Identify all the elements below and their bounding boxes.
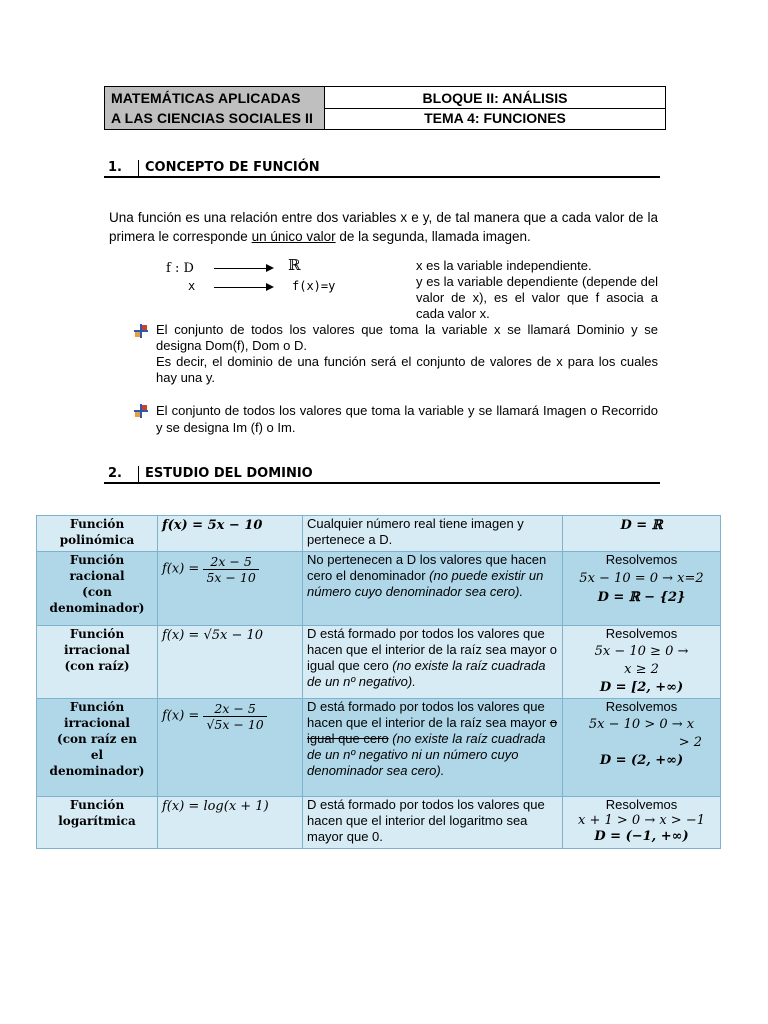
table-row — [37, 797, 721, 849]
result-line: Resolvemos — [605, 552, 678, 567]
section2-number: 2. — [108, 466, 122, 481]
bullet1-extra: Es decir, el dominio de una función será el conjunto de valores de x para los cuales hay una y. — [156, 354, 658, 385]
description: D está formado por todos los valores que hacen que el interior del logaritmo sea mayor que 0. — [307, 797, 545, 844]
result-line: Resolvemos — [605, 797, 678, 812]
formula-fraction — [203, 554, 258, 585]
result-line: x ≥ 2 — [624, 662, 659, 677]
section2-title: ESTUDIO DEL DOMINIO — [145, 466, 313, 481]
description-cell — [303, 516, 563, 552]
header-table — [104, 86, 666, 130]
map-x-label: x — [188, 279, 196, 293]
formula: f(x) = log(x + 1) — [162, 799, 269, 814]
section1-divider — [138, 160, 139, 178]
type-line: Función — [69, 517, 125, 531]
description-cell — [303, 699, 563, 797]
type-line: Función — [69, 700, 125, 714]
type-cell — [37, 552, 158, 626]
formula-fraction — [203, 701, 266, 732]
result-cell — [563, 552, 721, 626]
description: D está formado por todos los valores que hacen que el interior de la raíz sea mayor o igual que cero — [307, 626, 558, 673]
result-line: 5x − 10 = 0 → x=2 — [579, 571, 704, 586]
section1-number: 1. — [108, 160, 122, 175]
formula-numerator: 2x − 5 — [203, 554, 258, 570]
type-line: irracional — [64, 643, 130, 657]
domain-table — [36, 515, 721, 849]
topic-label: TEMA 4: FUNCIONES — [424, 110, 566, 126]
description-cell — [303, 626, 563, 699]
type-line: Función — [69, 627, 125, 641]
formula-denominator: 5x − 10 — [206, 570, 256, 585]
result-line: D = ℝ — [620, 518, 663, 533]
result-cell — [563, 516, 721, 552]
type-cell — [37, 516, 158, 552]
section2-divider — [138, 466, 139, 484]
type-line: Función — [69, 798, 125, 812]
result-cell — [563, 626, 721, 699]
formula-numerator: 2x − 5 — [203, 701, 266, 717]
map-arrow-bottom — [214, 287, 272, 288]
type-line: irracional — [64, 716, 130, 730]
description-italic: (no existe la raíz cuadrada de un nº negativo). — [307, 658, 546, 689]
table-row — [37, 552, 721, 626]
subject-line2: A LAS CIENCIAS SOCIALES II — [111, 110, 313, 126]
result-line: D = (−1, +∞) — [594, 829, 689, 844]
var-independent: x es la variable independiente. — [416, 258, 592, 273]
formula-denominator: √5x − 10 — [206, 717, 264, 732]
result-line: D = (2, +∞) — [599, 753, 684, 768]
type-line: denominador) — [49, 764, 145, 778]
formula-cell — [158, 516, 303, 552]
formula-cell — [158, 552, 303, 626]
map-f-label: f : D — [166, 261, 194, 276]
formula-lhs: f(x) = — [162, 708, 200, 724]
type-cell — [37, 626, 158, 699]
table-row — [37, 699, 721, 797]
result-line: 5x − 10 ≥ 0 → — [594, 644, 689, 659]
formula: f(x) = 5x − 10 — [162, 518, 263, 533]
header-divider — [325, 108, 665, 109]
bullet2-text: El conjunto de todos los valores que toma la variable y se llamará Imagen o Recorrido y se designa Im (f) o Im. — [156, 403, 658, 435]
result-line: 5x − 10 > 0 → x — [588, 717, 695, 732]
intro-text-2: de la segunda, llamada imagen. — [335, 229, 531, 244]
type-cell — [37, 699, 158, 797]
result-line: Resolvemos — [605, 626, 678, 641]
type-line: Función — [69, 553, 125, 567]
description: D está formado por todos los valores que hacen que el interior de la raíz sea mayor — [307, 699, 550, 730]
section1-heading — [104, 160, 660, 178]
section1-title: CONCEPTO DE FUNCIÓN — [145, 160, 320, 175]
result-line: > 2 — [678, 735, 702, 750]
type-line: el — [90, 748, 104, 762]
description: Cualquier número real tiene imagen y pertenece a D. — [307, 516, 524, 547]
table-row — [37, 516, 721, 552]
result-line: Resolvemos — [605, 699, 678, 714]
description-cell — [303, 552, 563, 626]
formula-cell — [158, 626, 303, 699]
bullet1-text: El conjunto de todos los valores que toma la variable x se llamará Dominio y se designa Dom(f), Dom o D. — [156, 322, 658, 353]
map-fx-label: f(x)=y — [292, 279, 336, 293]
map-real-set: ℝ — [288, 256, 301, 274]
description-italic: (no puede existir un número cuyo denominador sea cero). — [307, 568, 544, 599]
result-cell — [563, 699, 721, 797]
formula-cell — [158, 797, 303, 849]
result-line: D = [2, +∞) — [599, 680, 684, 695]
intro-paragraph — [109, 208, 658, 246]
formula-cell — [158, 699, 303, 797]
table-row — [37, 626, 721, 699]
var-dependent: y es la variable dependiente (depende del valor de x), es el valor que f asocia a cada valor x. — [416, 274, 658, 321]
subject-line1: MATEMÁTICAS APLICADAS — [111, 90, 301, 106]
block-label: BLOQUE II: ANÁLISIS — [422, 90, 568, 106]
description-strike: o igual que cero — [307, 715, 558, 746]
type-line: racional — [69, 569, 125, 583]
type-line: denominador) — [49, 601, 145, 615]
description-cell — [303, 797, 563, 849]
type-line: (con raíz en — [57, 732, 137, 746]
intro-underlined: un único valor — [251, 229, 336, 244]
result-line: D = ℝ − {2} — [597, 590, 686, 605]
type-line: (con raíz) — [64, 659, 130, 673]
bullet-icon — [134, 404, 148, 418]
result-line: x + 1 > 0 → x > −1 — [578, 813, 705, 828]
section2-heading — [104, 466, 660, 484]
description-italic: (no existe la raíz cuadrada de un nº negativo ni un número cuyo denominador sea cero). — [307, 731, 546, 778]
subject-cell — [105, 87, 325, 129]
result-cell — [563, 797, 721, 849]
formula: f(x) = √5x − 10 — [162, 628, 264, 643]
formula-lhs: f(x) = — [162, 561, 200, 577]
intro-text-1: Una función es una relación entre dos variables x e y, de tal manera que a cada valor de la primera le corresponde — [109, 210, 658, 244]
description: No pertenecen a D los valores que hacen cero el denominador — [307, 552, 547, 583]
bullet-icon — [134, 324, 148, 338]
type-line: polinómica — [59, 533, 135, 547]
map-arrow-top — [214, 268, 272, 269]
type-cell — [37, 797, 158, 849]
type-line: logarítmica — [58, 814, 136, 828]
type-line: (con — [82, 585, 112, 599]
